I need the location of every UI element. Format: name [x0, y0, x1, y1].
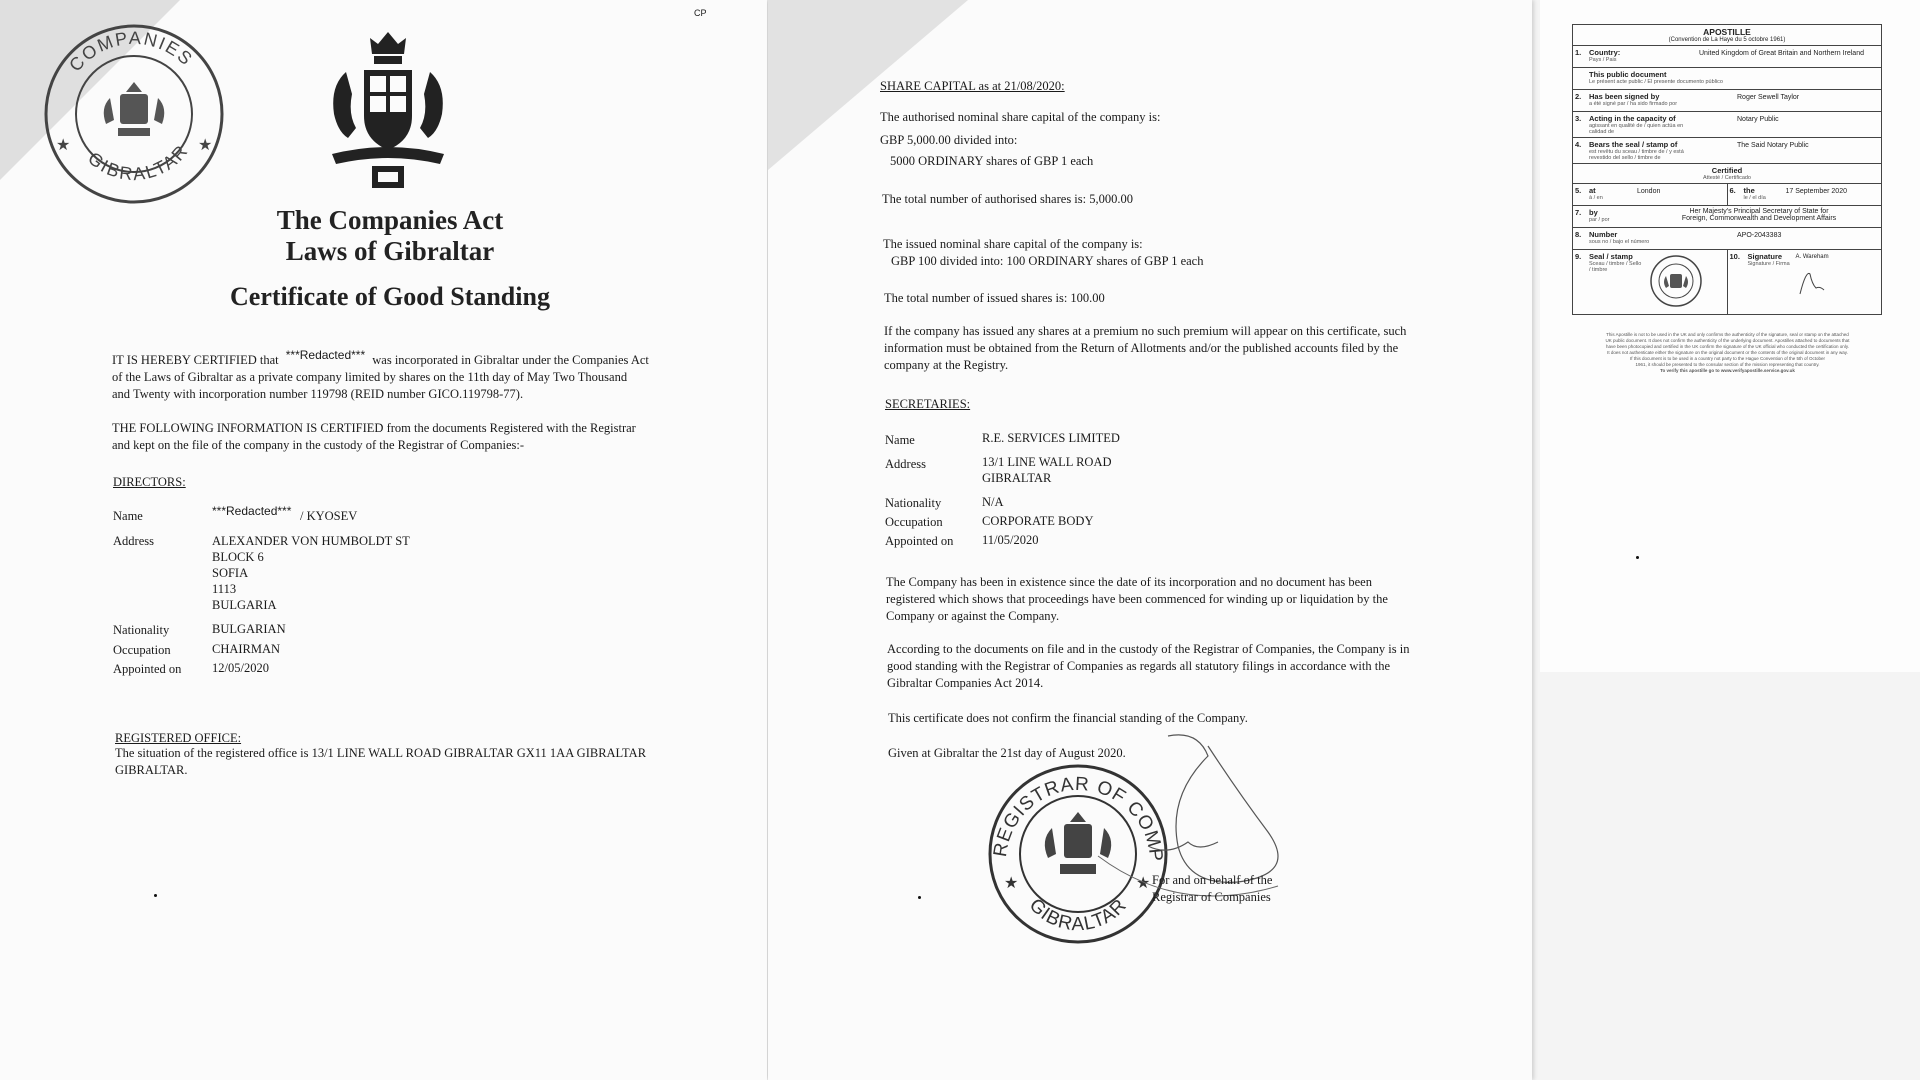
footer-line: It does not authenticate either the signature on the original document or the contents of the original document in any way. [1607, 350, 1848, 355]
row-value [1637, 206, 1881, 227]
row-label-sub: Sceau / timbre / Sello / timbre [1589, 261, 1642, 273]
row-value: Notary Public [1737, 116, 1779, 123]
certified-post: was incorporated in Gibraltar under the Companies Act [372, 353, 649, 367]
footer-verify-line: To verify this apostille go to www.verifyapostille.service.gov.uk [1660, 368, 1795, 373]
directors-heading: DIRECTORS: [113, 475, 186, 489]
row-label-text: at [1589, 186, 1596, 195]
apostille-title: APOSTILLE [1703, 27, 1751, 37]
certified-sub: Attesté / Certificado [1703, 175, 1751, 181]
address-line: ALEXANDER VON HUMBOLDT ST [212, 534, 410, 548]
premium-paragraph [884, 323, 1484, 374]
row-label-text: Country: [1589, 48, 1621, 57]
title-line-2: Laws of Gibraltar [285, 236, 495, 266]
certified-label: Certified [1711, 166, 1743, 175]
director-name-label: Name [113, 509, 143, 523]
certificate-subtitle: Certificate of Good Standing [230, 282, 550, 311]
director-nationality-value: BULGARIAN [212, 622, 286, 636]
redacted-company-name: ***Redacted*** [285, 348, 366, 362]
row-label-sub: sous no / bajo el número [1589, 239, 1650, 245]
apostille-footer [1590, 332, 1865, 374]
footer-line: UK public document. It does not confirm the authenticity of the underlying document. Apostilles attached to documents that [1605, 338, 1850, 343]
row-label-text: This public document [1589, 70, 1667, 79]
existence-paragraph [886, 574, 1486, 625]
following-line-1: THE FOLLOWING INFORMATION IS CERTIFIED from the documents Registered with the Registrar [112, 421, 636, 435]
standing-paragraph [887, 641, 1487, 692]
row-label [1587, 90, 1697, 111]
paper-speck [1636, 556, 1639, 559]
row-label-text: by [1589, 208, 1598, 217]
address-line: 13/1 LINE WALL ROAD [982, 455, 1112, 469]
row-label-text: Signature [1747, 252, 1783, 261]
registered-office-line-2: GIBRALTAR. [115, 763, 188, 777]
row-value: The Said Notary Public [1737, 142, 1809, 149]
secretary-name-label: Name [885, 433, 915, 447]
share-capital-heading: SHARE CAPITAL as at 21/08/2020: [880, 79, 1065, 93]
footer-line: If this document is to be used in a country not party to the Hague Convention of the 5th of October [1629, 356, 1826, 361]
title-line-1: The Companies Act [276, 205, 504, 235]
row-label-text: Bears the seal / stamp of [1589, 140, 1678, 149]
row-label-sub: le / el día [1743, 195, 1766, 201]
secretary-address-label: Address [885, 457, 926, 471]
row-value: London [1637, 188, 1661, 195]
row-number: 7. [1575, 208, 1582, 217]
footer-line: have been photocopied and certified in the UK confirm the signature of the UK official who conducted the certification only. [1606, 344, 1849, 349]
signature-cell [1728, 250, 1882, 314]
footer-line: 1961, it should be presented to the consular section of the mission representing that country. [1635, 362, 1820, 367]
secretary-nationality-value: N/A [982, 495, 1004, 509]
date-cell [1728, 184, 1882, 205]
svg-text:★: ★ [56, 137, 71, 154]
address-line: BLOCK 6 [212, 550, 264, 564]
issued-detail: GBP 100 divided into: 100 ORDINARY shares of GBP 1 each [891, 254, 1204, 268]
registered-office-paragraph [115, 745, 695, 779]
registered-office-line-1: The situation of the registered office is 13/1 LINE WALL ROAD GIBRALTAR GX11 1AA GIBRALTAR [115, 746, 647, 760]
svg-text:COMPANIES [65, 28, 197, 75]
row-number: 5. [1575, 186, 1582, 195]
director-appointed-value: 12/05/2020 [212, 661, 269, 675]
secretary-appointed-label: Appointed on [885, 534, 954, 548]
certificate-page-2 [768, 0, 1532, 1080]
address-line: SOFIA [212, 566, 249, 580]
standing-line-2: good standing with the Registrar of Companies as regards all statutory filings in accordance with the [887, 659, 1391, 673]
secretary-occupation-label: Occupation [885, 515, 943, 529]
signature-value [1794, 250, 1882, 314]
secretary-nationality-label: Nationality [885, 496, 942, 510]
behalf-signature-block [1152, 872, 1272, 906]
apostille-row [1573, 138, 1881, 164]
certified-line-2: of the Laws of Gibraltar as a private company limited by shares on the 11th day of May Two Thousand [112, 370, 628, 384]
row-value: APO-2043383 [1737, 232, 1782, 239]
director-occupation-label: Occupation [113, 643, 171, 657]
row-number: 8. [1575, 230, 1582, 239]
secretary-appointed-value: 11/05/2020 [982, 533, 1039, 547]
row-label-text: Has been signed by [1589, 92, 1660, 101]
svg-text:GIBRALTAR [84, 140, 192, 184]
secretary-name-value: R.E. SERVICES LIMITED [982, 431, 1120, 445]
paper-speck [154, 894, 157, 897]
issued-line: The issued nominal share capital of the company is: [883, 237, 1143, 251]
director-name-redacted: ***Redacted*** [212, 504, 292, 518]
signature-name: A. Wareham [1795, 254, 1829, 260]
apostille-subtitle: (Convention de La Haye du 5 octobre 1961) [1573, 37, 1881, 46]
behalf-line-2: Registrar of Companies [1152, 890, 1271, 904]
svg-text:★: ★ [1004, 875, 1019, 892]
row-label-text: Acting in the capacity of [1589, 114, 1676, 123]
certified-line-3: and Twenty with incorporation number 119798 (REID number GICO.119798-77). [112, 387, 524, 401]
row-label [1746, 250, 1794, 314]
authorised-shares: 5000 ORDINARY shares of GBP 1 each [890, 154, 1094, 168]
row-label [1587, 46, 1697, 67]
row-number: 2. [1575, 92, 1582, 101]
seal-text-bottom: GIBRALTAR [84, 140, 193, 185]
seal-text-top: COMPANIES [65, 27, 198, 76]
paper-speck [918, 896, 921, 899]
row-label-text: the [1743, 186, 1755, 195]
given-line: Given at Gibraltar the 21st day of August 2020. [888, 746, 1126, 760]
svg-text:★: ★ [1136, 875, 1151, 892]
row-number: 4. [1575, 140, 1582, 149]
premium-line-1: If the company has issued any shares at a premium no such premium will appear on this certificate, such [884, 324, 1407, 338]
director-occupation-value: CHAIRMAN [212, 642, 281, 656]
apostille-row [1573, 228, 1881, 250]
financial-line: This certificate does not confirm the financial standing of the Company. [888, 711, 1248, 725]
total-authorised: The total number of authorised shares is: 5,000.00 [882, 192, 1133, 206]
apostille-seal-icon [1645, 250, 1707, 314]
registered-office-heading: REGISTERED OFFICE: [115, 731, 242, 745]
premium-line-3: company at the Registry. [884, 358, 1009, 372]
row-label-sub: agissant en qualité de / quien actúa en calidad de [1589, 123, 1684, 135]
registrar-seal-text-top: REGISTRAR OF COMP [989, 773, 1167, 862]
row-label-sub: Pays / Pais [1589, 57, 1617, 63]
by-value-line-1: Her Majesty's Principal Secretary of State for [1689, 208, 1829, 215]
premium-line-2: information must be obtained from the Return of Allotments and/or the published accounts filed by the [884, 341, 1399, 355]
row-label [1587, 228, 1697, 249]
apostille-row [1573, 206, 1881, 228]
row-label-text: Number [1589, 230, 1618, 239]
companies-seal [40, 20, 228, 208]
certificate-page-1 [0, 0, 767, 1080]
row-label [1587, 206, 1637, 227]
apostille-row [1573, 90, 1881, 112]
existence-line-1: The Company has been in existence since the date of its incorporation and no document has been [886, 575, 1372, 589]
following-line-2: and kept on the file of the company in the custody of the Registrar of Companies:- [112, 438, 525, 452]
coat-of-arms-icon [318, 26, 458, 192]
following-paragraph [112, 420, 672, 454]
apostille-row [1573, 68, 1881, 90]
row-label [1587, 138, 1697, 163]
footer-line: This Apostille is not to be used in the UK and only confirms the authenticity of the signature, seal or stamp on the attached [1606, 332, 1849, 337]
certified-pre: IT IS HEREBY CERTIFIED that [112, 353, 279, 367]
page-title [200, 205, 580, 267]
director-name-value: / KYOSEV [300, 509, 358, 523]
row-label [1587, 112, 1697, 137]
total-issued: The total number of issued shares is: 100.00 [884, 291, 1105, 305]
address-line: 1113 [212, 582, 237, 596]
row-number: 1. [1575, 48, 1582, 57]
at-cell [1573, 184, 1728, 205]
by-value-line-2: Foreign, Commonwealth and Development Affairs [1681, 215, 1837, 222]
authorised-line: The authorised nominal share capital of the company is: [880, 110, 1161, 124]
address-line: GIBRALTAR [982, 471, 1052, 485]
secretaries-heading: SECRETARIES: [885, 397, 971, 411]
row-number: 3. [1575, 114, 1582, 123]
apostille-row [1573, 250, 1881, 314]
standing-line-1: According to the documents on file and in the custody of the Registrar of Companies, the Company is in [887, 642, 1410, 656]
seal-cell [1573, 250, 1728, 314]
row-number: 6. [1729, 186, 1736, 195]
row-number [1573, 68, 1587, 89]
apostille-row [1573, 112, 1881, 138]
row-label-sub: est revêtu du sceau / timbre de / y está revestido del sello / timbre de [1589, 149, 1684, 161]
row-value: Roger Sewell Taylor [1737, 94, 1800, 101]
row-value: United Kingdom of Great Britain and Northern Ireland [1699, 50, 1864, 57]
behalf-line-1: For and on behalf of the [1152, 873, 1273, 887]
signature-scribble [1796, 266, 1826, 298]
row-number: 9. [1575, 252, 1582, 261]
row-label-sub: a été signé par / ha sido firmado por [1589, 101, 1678, 107]
cp-mark: CP [694, 8, 707, 18]
secretary-occupation-value: CORPORATE BODY [982, 514, 1094, 528]
row-label-sub: Le présent acte public / El presente documento público [1589, 79, 1723, 85]
row-label-sub: par / por [1589, 217, 1610, 223]
apostille-row [1573, 184, 1881, 206]
apostille-form [1572, 24, 1882, 315]
row-value: 17 September 2020 [1785, 188, 1847, 195]
row-number: 10. [1729, 252, 1740, 261]
row-label [1742, 184, 1784, 205]
apostille-certified [1573, 164, 1881, 184]
director-address-label: Address [113, 534, 154, 548]
director-appointed-label: Appointed on [113, 662, 182, 676]
row-label [1587, 250, 1645, 314]
address-line: BULGARIA [212, 598, 277, 612]
authorised-amount: GBP 5,000.00 divided into: [880, 133, 1018, 147]
row-label [1587, 68, 1725, 89]
svg-text:★: ★ [198, 137, 213, 154]
row-label-sub: à / en [1589, 195, 1603, 201]
existence-line-3: Company or against the Company. [886, 609, 1060, 623]
director-address-value [212, 533, 410, 613]
standing-line-3: Gibraltar Companies Act 2014. [887, 676, 1044, 690]
registrar-seal-text-bottom: GIBRALTAR [1024, 894, 1132, 936]
row-label-text: Seal / stamp [1589, 252, 1633, 261]
director-nationality-label: Nationality [113, 623, 170, 637]
row-label-sub: Signature / Firma [1747, 261, 1790, 267]
existence-line-2: registered which shows that proceedings have been commenced for winding up or liquidation by the [886, 592, 1388, 606]
row-label [1587, 184, 1617, 205]
secretary-address-value [982, 454, 1112, 486]
apostille-row [1573, 46, 1881, 68]
certified-paragraph [112, 348, 672, 403]
